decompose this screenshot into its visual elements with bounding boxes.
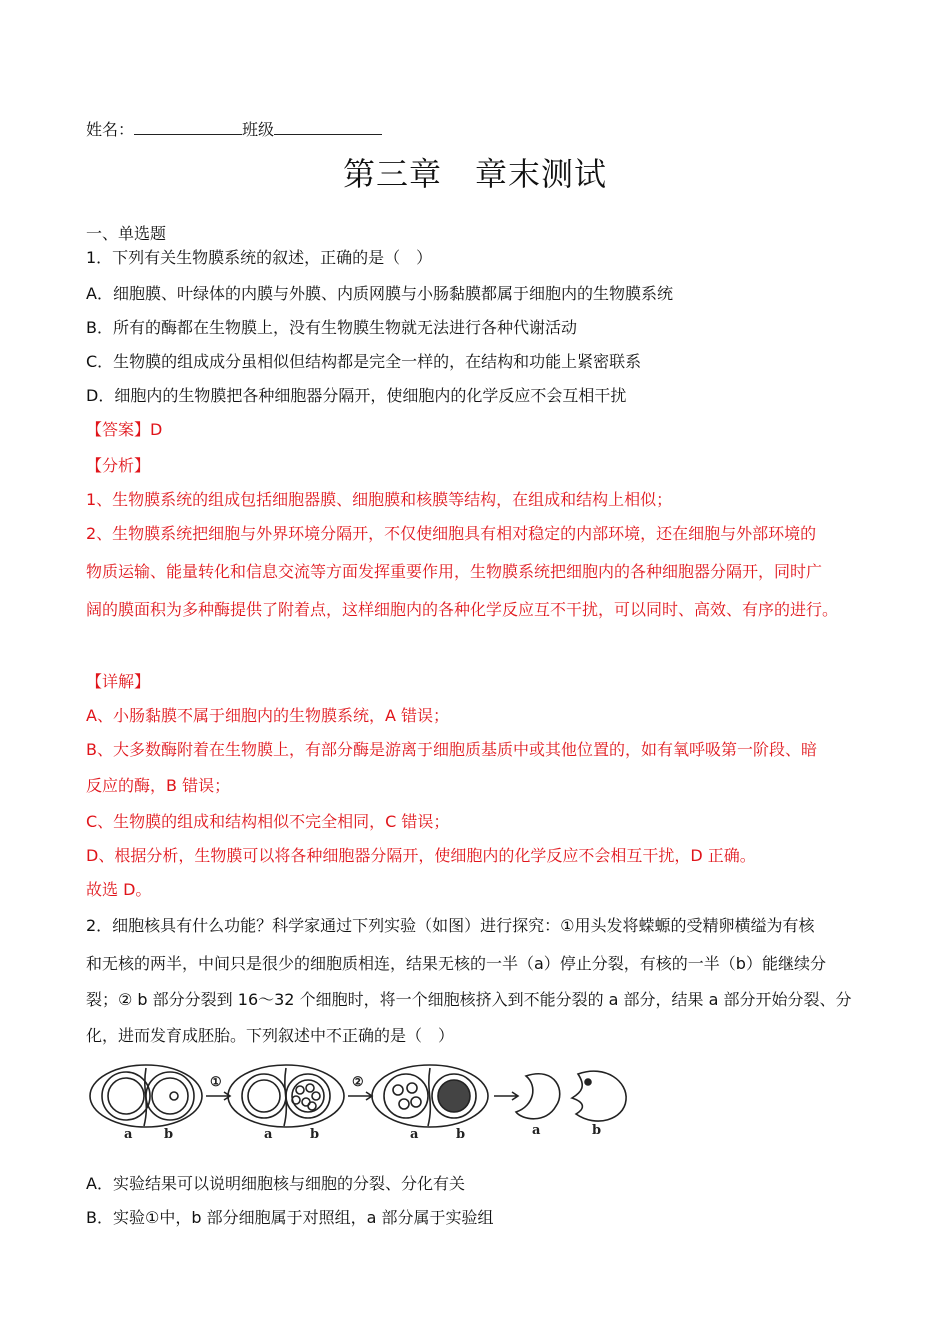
arrow-1-icon xyxy=(206,1092,230,1100)
q2-stem-line: 和无核的两半，中间只是很少的细胞质相连，结果无核的一半（a）停止分裂，有核的一半（b）能继续分 xyxy=(86,954,826,973)
q1-detail-line: A、小肠黏膜不属于细胞内的生物膜系统，A 错误； xyxy=(86,706,449,725)
q2-stem-line: 裂；② b 部分分裂到 16～32 个细胞时，将一个细胞核挤入到不能分裂的 a 部分，结果 a 部分开始分裂、分 xyxy=(86,990,852,1009)
q1-option-b: B．所有的酶都在生物膜上，没有生物膜生物就无法进行各种代谢活动 xyxy=(86,318,577,337)
q1-analysis-line: 物质运输、能量转化和信息交流等方面发挥重要作用，生物膜系统把细胞内的各种细胞器分隔开，同时广 xyxy=(86,562,823,581)
q1-detail-line: B、大多数酶附着在生物膜上，有部分酶是游离于细胞质基质中或其他位置的，如有氧呼吸第一阶段、暗 xyxy=(86,740,817,759)
egg-stage-1 xyxy=(90,1065,202,1127)
embryo-a xyxy=(516,1074,560,1119)
egg-stage-3 xyxy=(372,1065,488,1127)
egg-stage-2 xyxy=(228,1065,344,1127)
figure-label: b xyxy=(164,1127,174,1142)
q1-detail-line: D、根据分析，生物膜可以将各种细胞器分隔开，使细胞内的化学反应不会相互干扰，D 正确。 xyxy=(86,846,756,865)
q1-option-a: A．细胞膜、叶绿体的内膜与外膜、内质网膜与小肠黏膜都属于细胞内的生物膜系统 xyxy=(86,284,673,303)
q1-detail-label: 【详解】 xyxy=(86,672,151,691)
page-title: 第三章 章末测试 xyxy=(342,155,607,193)
q2-option-a: A．实验结果可以说明细胞核与细胞的分裂、分化有关 xyxy=(86,1174,465,1193)
q1-answer: 【答案】D xyxy=(86,420,163,439)
q2-option-b: B．实验①中，b 部分细胞属于对照组，a 部分属于实验组 xyxy=(86,1208,494,1227)
q1-option-d: D．细胞内的生物膜把各种细胞器分隔开，使细胞内的化学反应不会互相干扰 xyxy=(86,386,627,405)
figure-label: ② xyxy=(352,1075,364,1090)
figure-label: b xyxy=(310,1127,320,1142)
q1-detail-line: 反应的酶，B 错误； xyxy=(86,776,231,795)
q1-option-c: C．生物膜的组成成分虽相似但结构都是完全一样的，在结构和功能上紧密联系 xyxy=(86,352,642,371)
figure-label: ① xyxy=(210,1075,222,1090)
name-blank xyxy=(134,118,242,135)
figure-label: b xyxy=(456,1127,466,1142)
figure-label: b xyxy=(592,1123,602,1138)
figure-label: a xyxy=(264,1127,273,1142)
embryo-b xyxy=(572,1071,626,1121)
figure-label: a xyxy=(410,1127,419,1142)
q1-stem: 1．下列有关生物膜系统的叙述，正确的是（ ） xyxy=(86,248,433,267)
experiment-figure xyxy=(86,1062,646,1142)
section-heading: 一、单选题 xyxy=(86,224,167,243)
class-blank xyxy=(274,118,382,135)
class-label: 班级 xyxy=(242,120,275,139)
q1-detail-line: C、生物膜的组成和结构相似不完全相同，C 错误； xyxy=(86,812,450,831)
q2-stem-line: 2．细胞核具有什么功能？科学家通过下列实验（如图）进行探究：①用头发将蝾螈的受精卵横缢为有核 xyxy=(86,916,815,935)
figure-label: a xyxy=(124,1127,133,1142)
name-label: 姓名： xyxy=(86,120,135,139)
arrow-2-icon xyxy=(348,1092,372,1100)
q2-stem-line: 化，进而发育成胚胎。下列叙述中不正确的是（ ） xyxy=(86,1026,455,1045)
q1-analysis-line: 阔的膜面积为多种酶提供了附着点，这样细胞内的各种化学反应互不干扰，可以同时、高效、有序的进行。 xyxy=(86,600,839,619)
q1-analysis-label: 【分析】 xyxy=(86,456,151,475)
name-class-row xyxy=(86,118,382,140)
arrow-3-icon xyxy=(494,1092,518,1100)
figure-labels xyxy=(124,1075,601,1142)
q1-analysis-line: 2、生物膜系统把细胞与外界环境分隔开，不仅使细胞具有相对稳定的内部环境，还在细胞与外部环境的 xyxy=(86,524,817,543)
figure-label: a xyxy=(532,1123,541,1138)
q1-detail-line: 故选 D。 xyxy=(86,880,152,899)
q1-analysis-line: 1、生物膜系统的组成包括细胞器膜、细胞膜和核膜等结构，在组成和结构上相似； xyxy=(86,490,673,509)
